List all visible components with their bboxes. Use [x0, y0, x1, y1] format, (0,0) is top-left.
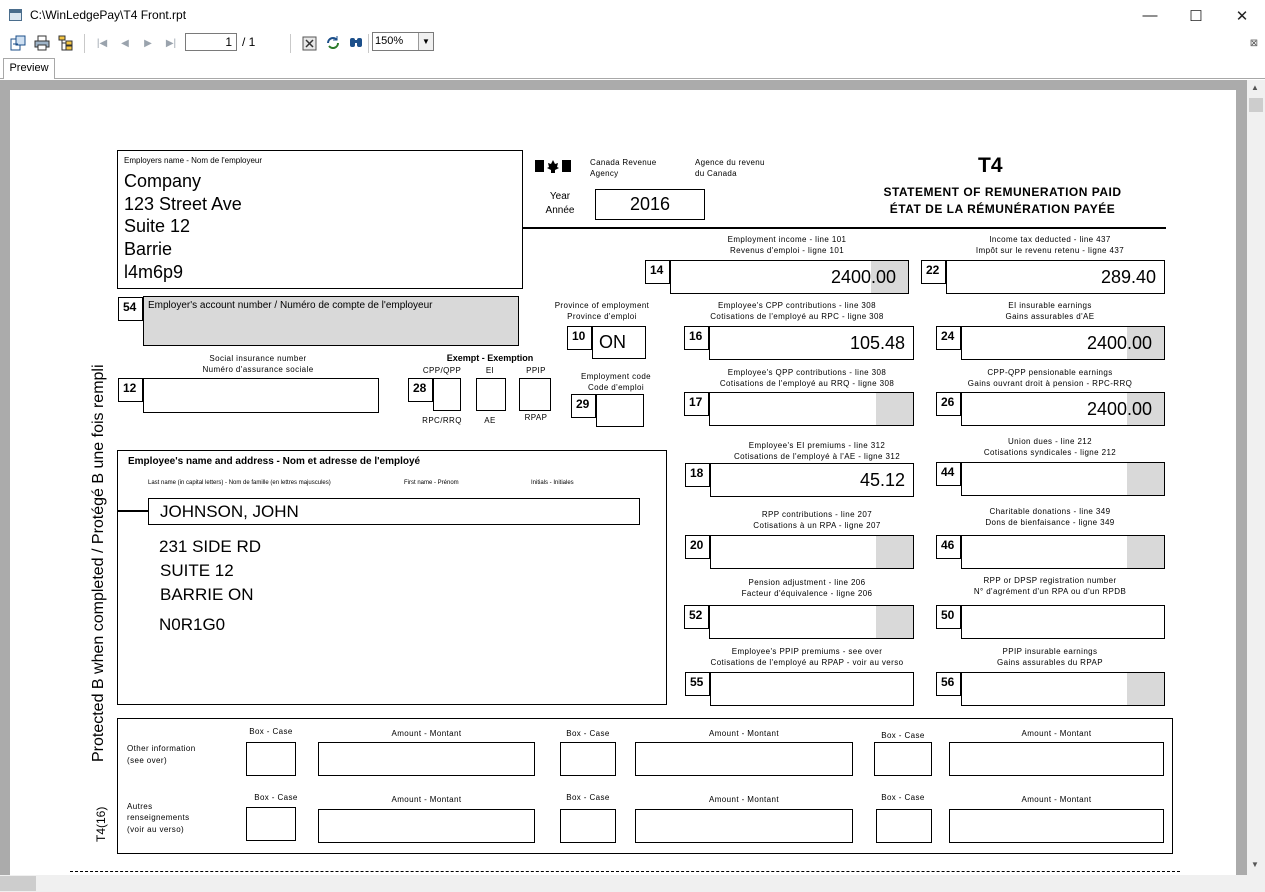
- other-box-label: Box - Case: [566, 793, 610, 802]
- employer-label: Employers name - Nom de l'employeur: [124, 156, 263, 165]
- agency-fr-2: du Canada: [695, 169, 737, 178]
- box-46-field: [961, 535, 1165, 569]
- other-box-field: [876, 809, 932, 843]
- box-56-field: [961, 672, 1165, 706]
- box-16-label-en: Employee's CPP contributions - line 308: [718, 301, 876, 310]
- other-info-en-2: (see over): [127, 756, 168, 765]
- box-46-number: 46: [936, 535, 961, 559]
- other-amount-label: Amount - Montant: [709, 795, 779, 804]
- chevron-down-icon[interactable]: ▼: [418, 33, 433, 50]
- box-46-label-fr: Dons de bienfaisance - ligne 349: [985, 518, 1115, 527]
- tab-bar: [0, 56, 1265, 80]
- box-10-label-fr: Province d'emploi: [567, 312, 637, 321]
- employee-label: Employee's name and address - Nom et adresse de l'employé: [128, 456, 421, 467]
- box-29-field: [596, 394, 644, 427]
- employee-initials-label: Initials - Initiales: [531, 480, 574, 486]
- box-26-cents: .00: [1127, 399, 1153, 419]
- exempt-ae-label: AE: [484, 416, 496, 425]
- print-icon[interactable]: [33, 34, 51, 52]
- exempt-cpp-label: CPP/QPP: [422, 366, 462, 375]
- other-box-field: [246, 742, 296, 776]
- box-16-field: [709, 326, 914, 360]
- box-24-label-en: EI insurable earnings: [1008, 301, 1092, 310]
- other-amount-field: [635, 742, 853, 776]
- form-title: T4: [978, 154, 1003, 177]
- box-52-label-fr: Facteur d'équivalence - ligne 206: [741, 589, 873, 598]
- box-50-label-fr: N° d'agrément d'un RPA ou d'un RPDB: [973, 587, 1127, 596]
- other-info-en-1: Other information: [127, 744, 196, 753]
- other-box-field: [874, 742, 932, 776]
- employer-city: Barrie: [124, 239, 173, 259]
- box-29-label-en: Employment code: [580, 372, 652, 381]
- box-22-value: 289.40: [1100, 267, 1156, 287]
- scroll-up-icon[interactable]: ▲: [1251, 83, 1259, 92]
- title-bar: [0, 0, 1265, 31]
- box-56-cents-shade: [1127, 673, 1164, 705]
- maximize-button[interactable]: ☐: [1189, 7, 1203, 25]
- export-icon[interactable]: [9, 34, 27, 52]
- horizontal-scrollbar-thumb[interactable]: [0, 876, 36, 891]
- box-26-field: [961, 392, 1165, 426]
- box-54-field: [143, 296, 519, 346]
- box-55-label-en: Employee's PPIP premiums - see over: [731, 647, 883, 656]
- box-16-value: 105.48: [849, 333, 905, 353]
- minimize-button[interactable]: —: [1142, 7, 1158, 24]
- box-18-label-en: Employee's EI premiums - line 312: [748, 441, 886, 450]
- year-label-fr: Année: [545, 205, 575, 216]
- other-info-fr-1: Autres: [127, 802, 153, 811]
- report-page: [10, 90, 1236, 892]
- other-amount-label: Amount - Montant: [391, 795, 462, 804]
- header-rule: [523, 227, 1166, 229]
- other-amount-label: Amount - Montant: [709, 729, 779, 738]
- other-amount-field: [949, 742, 1164, 776]
- other-box-field: [246, 807, 296, 841]
- protected-b-notice: Protected B when completed / Protégé B une fois rempli: [90, 364, 107, 762]
- employee-postal: N0R1G0: [159, 615, 226, 634]
- employee-name-rule: [118, 510, 148, 512]
- exempt-ppip-checkbox: [519, 378, 551, 411]
- box-12-label-en: Social insurance number: [209, 354, 307, 363]
- scrollbar-thumb[interactable]: [1249, 98, 1263, 112]
- employee-addr2: SUITE 12: [160, 561, 234, 580]
- box-20-number: 20: [685, 535, 710, 559]
- box-10-field: ON: [592, 326, 646, 359]
- other-box-field: [560, 742, 616, 776]
- first-page-icon[interactable]: |◀: [96, 37, 108, 49]
- box-24-number: 24: [936, 326, 961, 350]
- zoom-value: 150%: [375, 35, 404, 47]
- box-56-number: 56: [936, 672, 961, 696]
- other-info-fr-2: renseignements: [127, 813, 190, 822]
- box-56-label-en: PPIP insurable earnings: [1002, 647, 1098, 656]
- next-page-icon[interactable]: ▶: [144, 37, 152, 49]
- window-title: C:\WinLedgePay\T4 Front.rpt: [30, 8, 187, 22]
- box-26-label-en: CPP-QPP pensionable earnings: [987, 368, 1113, 377]
- other-amount-field: [318, 742, 535, 776]
- search-icon[interactable]: [347, 34, 365, 52]
- box-52-label-en: Pension adjustment - line 206: [748, 578, 866, 587]
- exempt-ppip-label: PPIP: [526, 366, 546, 375]
- box-14-field: [670, 260, 909, 294]
- box-55-field: [710, 672, 914, 706]
- box-26-label-fr: Gains ouvrant droit à pension - RPC-RRQ: [967, 379, 1133, 388]
- box-54-number: 54: [118, 297, 143, 321]
- box-55-label-fr: Cotisations de l'employé au RPAP - voir au verso: [710, 658, 904, 667]
- toolbar-separator: [84, 34, 85, 53]
- box-12-field: [143, 378, 379, 413]
- box-16-number: 16: [684, 326, 709, 350]
- box-44-label-fr: Cotisations syndicales - ligne 212: [983, 448, 1117, 457]
- exempt-ei-label: EI: [485, 366, 495, 375]
- tab-divider: [0, 78, 1265, 79]
- box-24-label-fr: Gains assurables d'AE: [1005, 312, 1095, 321]
- vertical-scrollbar[interactable]: [1247, 80, 1265, 892]
- employer-street: 123 Street Ave: [124, 194, 242, 214]
- form-subtitle-en: STATEMENT OF REMUNERATION PAID: [883, 185, 1122, 199]
- box-20-field: [710, 535, 914, 569]
- box-44-cents-shade: [1127, 463, 1164, 495]
- employee-addr1: 231 SIDE RD: [159, 537, 262, 556]
- box-52-number: 52: [684, 605, 709, 629]
- box-10-label-en: Province of employment: [554, 301, 650, 310]
- other-amount-field: [635, 809, 853, 843]
- box-17-label-en: Employee's QPP contributions - line 308: [727, 368, 887, 377]
- box-18-number: 18: [685, 463, 710, 487]
- box-18-value: 45.12: [859, 470, 905, 490]
- box-17-label-fr: Cotisations de l'employé au RRQ - ligne 308: [719, 379, 895, 388]
- perforation-line: [70, 871, 1180, 872]
- prev-page-icon[interactable]: ◀: [121, 37, 129, 49]
- employee-addr3: BARRIE ON: [160, 585, 254, 604]
- other-box-label: Box - Case: [881, 793, 925, 802]
- canada-flag-icon: [535, 159, 571, 178]
- box-24-field: [961, 326, 1165, 360]
- box-18-field: [710, 463, 914, 497]
- box-10-number: 10: [567, 326, 592, 350]
- form-subtitle-fr: ÉTAT DE LA RÉMUNÉRATION PAYÉE: [889, 202, 1116, 216]
- other-amount-label: Amount - Montant: [1021, 795, 1092, 804]
- box-50-number: 50: [936, 605, 961, 629]
- box-52-cents-shade: [876, 606, 913, 638]
- box-22-label-fr: Impôt sur le revenu retenu - ligne 437: [975, 246, 1125, 255]
- box-17-cents-shade: [876, 393, 913, 425]
- toolbar-separator: [290, 34, 291, 53]
- employer-suite: Suite 12: [124, 216, 191, 236]
- employee-box: [117, 450, 667, 705]
- box-29-label-fr: Code d'emploi: [587, 383, 645, 392]
- other-amount-label: Amount - Montant: [1021, 729, 1092, 738]
- other-amount-label: Amount - Montant: [391, 729, 462, 738]
- exempt-rpc-label: RPC/RRQ: [422, 416, 462, 425]
- box-14-number: 14: [645, 260, 670, 284]
- year-label-en: Year: [549, 191, 571, 202]
- close-icon[interactable]: ⊠: [1249, 37, 1259, 49]
- box-14-label-en: Employment income - line 101: [727, 235, 847, 244]
- other-box-label: Box - Case: [249, 727, 293, 736]
- other-amount-field: [318, 809, 535, 843]
- box-20-label-fr: Cotisations à un RPA - ligne 207: [753, 521, 881, 530]
- other-box-label: Box - Case: [566, 729, 610, 738]
- agency-en-2: Agency: [590, 169, 619, 178]
- scroll-down-icon[interactable]: ▼: [1251, 860, 1259, 869]
- report-viewer[interactable]: [0, 80, 1265, 892]
- box-44-label-en: Union dues - line 212: [1007, 437, 1092, 446]
- exempt-ei-checkbox: [476, 378, 506, 411]
- box-12-label-fr: Numéro d'assurance sociale: [202, 365, 314, 374]
- employer-box: [117, 150, 523, 289]
- exempt-title: Exempt - Exemption: [446, 353, 534, 363]
- box-29-number: 29: [571, 394, 596, 418]
- box-46-cents-shade: [1127, 536, 1164, 568]
- zoom-select[interactable]: [372, 32, 434, 51]
- group-tree-icon[interactable]: [57, 34, 75, 52]
- horizontal-scrollbar[interactable]: [0, 875, 1265, 892]
- employee-name: JOHNSON, JOHN: [148, 498, 640, 525]
- box-17-field: [709, 392, 914, 426]
- box-14-label-fr: Revenus d'emploi - ligne 101: [729, 246, 845, 255]
- other-box-label: Box - Case: [881, 731, 925, 740]
- other-box-field: [560, 809, 616, 843]
- box-55-number: 55: [685, 672, 710, 696]
- box-46-label-en: Charitable donations - line 349: [989, 507, 1111, 516]
- box-52-field: [709, 605, 914, 639]
- box-50-field: [961, 605, 1165, 639]
- box-14-cents: .00: [871, 267, 897, 287]
- page-total: / 1: [242, 35, 256, 49]
- other-box-label: Box - Case: [254, 793, 298, 802]
- employer-name: Company: [124, 171, 202, 191]
- exempt-rpap-label: RPAP: [524, 413, 548, 422]
- tab-preview[interactable]: Preview: [3, 58, 55, 79]
- box-22-number: 22: [921, 260, 946, 284]
- box-26-number: 26: [936, 392, 961, 416]
- box-28-number: 28: [408, 378, 433, 402]
- box-17-number: 17: [684, 392, 709, 416]
- refresh-icon[interactable]: [324, 34, 342, 52]
- year-field: 2016: [595, 189, 705, 220]
- box-26-dollars: 2400: [1086, 399, 1127, 419]
- box-56-label-fr: Gains assurables du RPAP: [997, 658, 1103, 667]
- last-page-icon[interactable]: ▶|: [165, 37, 177, 49]
- box-14-dollars: 2400: [830, 267, 871, 287]
- close-button[interactable]: ✕: [1235, 7, 1249, 25]
- box-18-label-fr: Cotisations de l'employé à l'AE - ligne 312: [733, 452, 901, 461]
- employee-firstname-label: First name - Prénom: [404, 480, 459, 486]
- box-12-number: 12: [118, 378, 143, 402]
- stop-icon[interactable]: [300, 34, 318, 52]
- box-44-field: [961, 462, 1165, 496]
- app-window-icon: [9, 9, 22, 21]
- box-16-label-fr: Cotisations de l'employé au RPC - ligne 308: [710, 312, 884, 321]
- box-24-dollars: 2400: [1086, 333, 1127, 353]
- box-24-cents: .00: [1127, 333, 1153, 353]
- form-code: T4(16): [94, 806, 108, 842]
- box-20-cents-shade: [876, 536, 913, 568]
- toolbar-separator: [368, 34, 369, 53]
- other-info-fr-3: (voir au verso): [127, 825, 185, 834]
- box-22-field: [946, 260, 1165, 294]
- box-44-number: 44: [936, 462, 961, 486]
- exempt-cpp-checkbox: [433, 378, 461, 411]
- employer-postal: l4m6p9: [124, 262, 184, 282]
- employee-lastname-label: Last name (in capital letters) - Nom de famille (en lettres majuscules): [148, 480, 331, 486]
- box-20-label-en: RPP contributions - line 207: [761, 510, 873, 519]
- box-22-label-en: Income tax deducted - line 437: [989, 235, 1111, 244]
- box-50-label-en: RPP or DPSP registration number: [983, 576, 1117, 585]
- agency-en-1: Canada Revenue: [590, 158, 657, 167]
- page-number-input[interactable]: 1: [185, 33, 237, 51]
- other-amount-field: [949, 809, 1164, 843]
- agency-fr-1: Agence du revenu: [695, 158, 765, 167]
- box-54-label: Employer's account number / Numéro de compte de l'employeur: [148, 300, 433, 311]
